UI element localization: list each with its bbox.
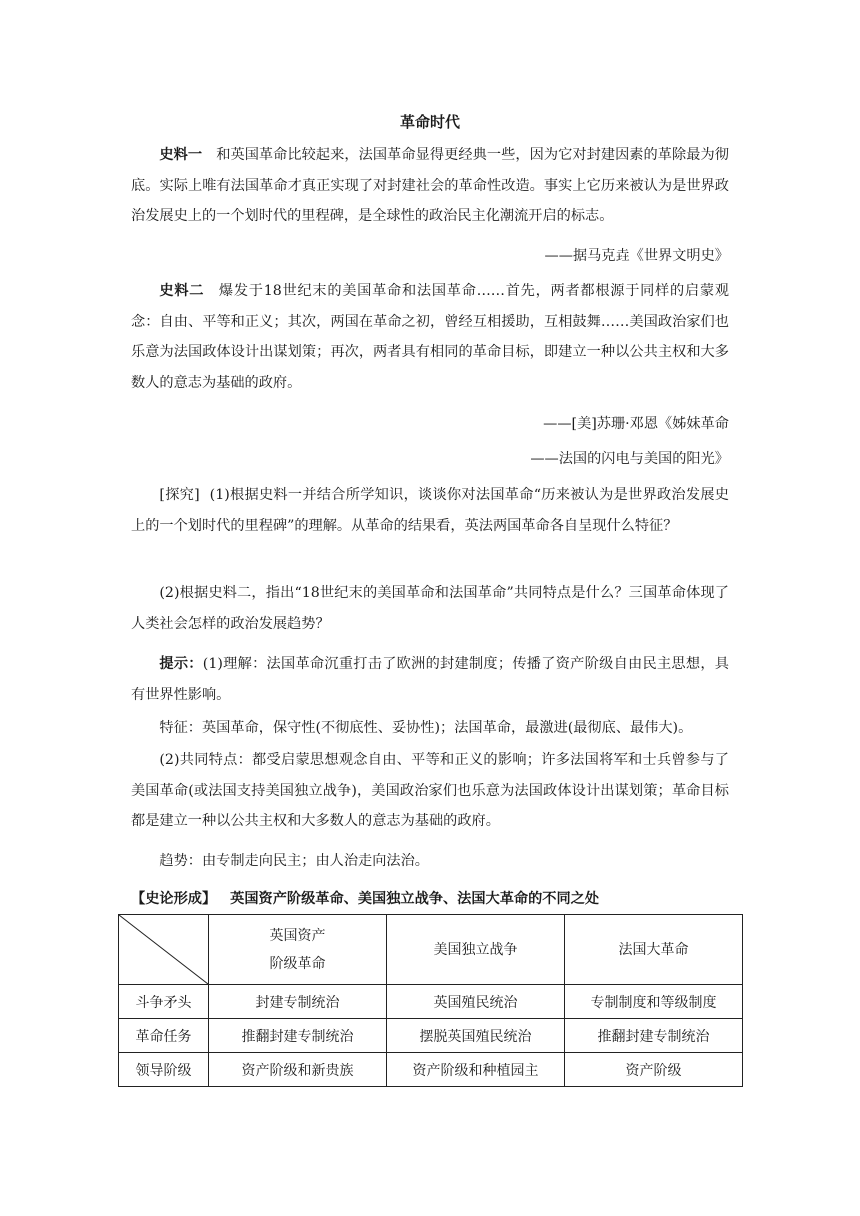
inquiry-question-1 bbox=[131, 480, 729, 541]
comparison-table bbox=[118, 914, 743, 1087]
inquiry-question-2 bbox=[131, 578, 729, 639]
table-cell: 资产阶级 bbox=[565, 1053, 743, 1087]
source2-label: 史料二 bbox=[159, 283, 205, 299]
table-cell: 资产阶级和种植园主 bbox=[387, 1053, 565, 1087]
inquiry-label: [探究] bbox=[159, 487, 200, 503]
diagonal-line bbox=[119, 915, 208, 984]
hint-answer-2 bbox=[131, 745, 729, 837]
table-cell: 英国殖民统治 bbox=[387, 985, 565, 1019]
table-cell: 封建专制统治 bbox=[209, 985, 387, 1019]
source2-citation-line1: ——[美]苏珊·邓恩《姊妹革命 bbox=[543, 416, 729, 432]
row-header: 斗争矛头 bbox=[119, 985, 209, 1019]
table-cell: 资产阶级和新贵族 bbox=[209, 1053, 387, 1087]
summary-heading bbox=[131, 888, 599, 908]
column-header-french-revolution: 法国大革命 bbox=[565, 915, 743, 985]
column-header-american-independence: 美国独立战争 bbox=[387, 915, 565, 985]
hint-a1-line: (1)理解：法国革命沉重打击了欧洲的封建制度；传播了资产阶级自由民主思想， bbox=[202, 656, 715, 672]
source2-text-line: 主权和大多数人的意志为基础的政府。 bbox=[131, 344, 729, 391]
table-row bbox=[119, 1019, 743, 1053]
table-cell: 推翻封建专制统治 bbox=[209, 1019, 387, 1053]
hint-a1-line: 具有世界性影响。 bbox=[131, 656, 729, 703]
summary-label: 【史论形成】 bbox=[131, 891, 217, 907]
row-header: 革命任务 bbox=[119, 1019, 209, 1053]
source2-citation-line2: ——法国的闪电与美国的阳光》 bbox=[530, 451, 729, 467]
source2-paragraph bbox=[131, 276, 729, 398]
hint-a2-line: (2)共同特点：都受启蒙思想观念自由、平等和正义的影响；许多法国将军和士兵曾参 bbox=[159, 752, 701, 768]
hint-a2-line: 与了美国革命(或法国支持美国独立战争)，美国政治家们也乐意为法国政体设计出谋划策； bbox=[131, 752, 729, 799]
hint-trend: 趋势：由专制走向民主；由人治走向法治。 bbox=[159, 853, 429, 869]
table-cell: 摆脱英国殖民统治 bbox=[387, 1019, 565, 1053]
column-header-line: 阶级革命 bbox=[269, 955, 326, 972]
inquiry-q1-line: 发展史上的一个划时代的里程碑”的理解。从革命的结果看，英法两国革命各自呈现什么特 bbox=[131, 487, 729, 534]
hint-features: 特征：英国革命，保守性(不彻底性、妥协性)；法国革命，最激进(最彻底、最伟大)。 bbox=[159, 720, 693, 736]
source2-text-line: 家们也乐意为法国政体设计出谋划策；再次，两者具有相同的革命目标，即建立一种以公共 bbox=[131, 313, 729, 360]
hint-answer-1 bbox=[131, 649, 729, 710]
inquiry-q2-line: (2)根据史料二，指出“18世纪末的美国革命和法国革命”共同特点是什么？三国革命 bbox=[159, 585, 687, 601]
inquiry-q2-line: 体现了人类社会怎样的政治发展趋势？ bbox=[131, 585, 729, 632]
source2-text-line: 爆发于18世纪末的美国革命和法国革命……首先，两者都根源于同样的启蒙 bbox=[218, 283, 715, 299]
hint-a2-line: 革命目标都是建立一种以公共主权和大多数人的意志为基础的政府。 bbox=[131, 782, 729, 829]
source1-citation: ——据马克垚《世界文明史》 bbox=[544, 248, 729, 264]
source1-label: 史料一 bbox=[159, 147, 203, 163]
hint-label: 提示： bbox=[159, 656, 203, 672]
summary-title: 英国资产阶级革命、美国独立战争、法国大革命的不同之处 bbox=[230, 891, 600, 907]
row-header: 领导阶级 bbox=[119, 1053, 209, 1087]
table-cell: 推翻封建专制统治 bbox=[565, 1019, 743, 1053]
table-cell: 专制制度和等级制度 bbox=[565, 985, 743, 1019]
inquiry-q1-line: (1)根据史料一并结合所学知识，谈谈你对法国革命“历来被认为是世界政治 bbox=[209, 487, 686, 503]
source1-text-line: 和英国革命比较起来，法国革命显得更经典一些，因为它对封建因素的革除 bbox=[216, 147, 687, 163]
source2-text-line: 观念：自由、平等和正义；其次，两国在革命之初，曾经互相援助，互相鼓舞……美国政治 bbox=[131, 283, 729, 330]
page-title: 革命时代 bbox=[399, 113, 460, 131]
table-row bbox=[119, 1053, 743, 1087]
source1-text-line: 为是世界政治发展史上的一个划时代的里程碑，是全球性的政治民主化潮流开启的标志。 bbox=[131, 177, 729, 224]
table-header-row bbox=[119, 915, 743, 985]
inquiry-q1-line: 征？ bbox=[649, 517, 678, 534]
source1-text-line: 最为彻底。实际上唯有法国革命才真正实现了对封建社会的革命性改造。事实上它历来被认 bbox=[131, 147, 729, 194]
table-corner-cell bbox=[119, 915, 209, 985]
column-header-line: 英国资产 bbox=[269, 927, 326, 944]
source1-paragraph bbox=[131, 140, 729, 232]
column-header-english-revolution bbox=[209, 915, 387, 985]
table-row bbox=[119, 985, 743, 1019]
